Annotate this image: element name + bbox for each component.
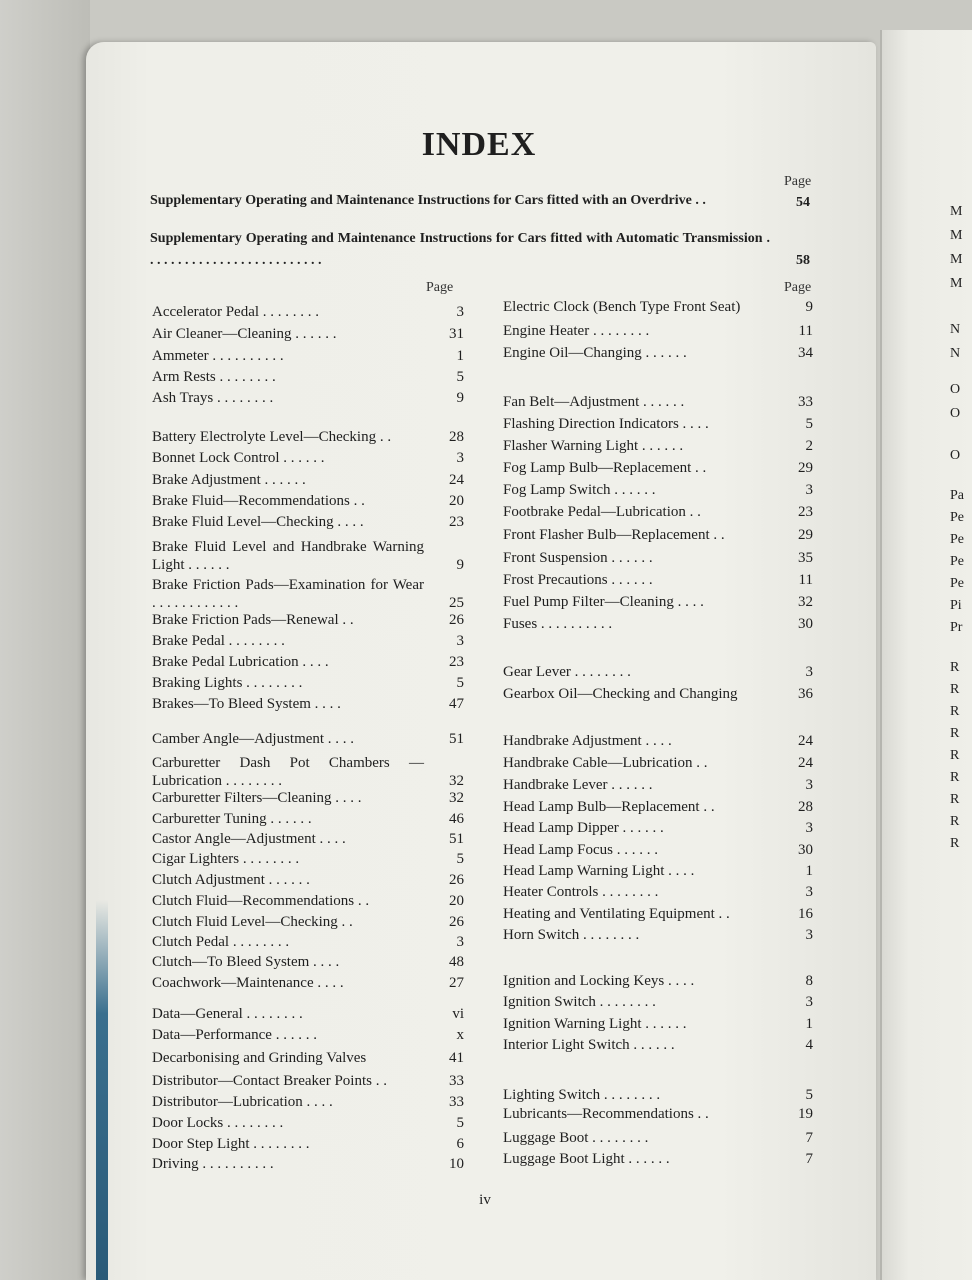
index-entry bbox=[503, 345, 813, 362]
index-entry-page: 33 bbox=[798, 394, 813, 410]
facing-page-fragment: R bbox=[950, 704, 960, 719]
index-entry bbox=[503, 1130, 813, 1147]
facing-page-fragment: R bbox=[950, 682, 960, 697]
supplementary-page: 58 bbox=[796, 253, 810, 268]
index-entry bbox=[503, 323, 813, 340]
index-entry bbox=[152, 752, 464, 790]
index-entry-page: 5 bbox=[456, 1115, 464, 1131]
facing-page-fragment: M bbox=[950, 252, 963, 267]
supplementary-label: Supplementary Operating and Maintenance Instructions for Cars fitted with an Overdrive . . bbox=[150, 193, 706, 208]
index-entry bbox=[503, 550, 813, 567]
index-entry-page: 9 bbox=[456, 557, 464, 573]
facing-page-fragment: M bbox=[950, 228, 963, 243]
index-entry-page: 9 bbox=[805, 299, 813, 315]
index-entry-label: Battery Electrolyte Level—Checking . . bbox=[152, 429, 392, 445]
index-entry-page: 24 bbox=[449, 472, 464, 488]
index-entry-label: Flashing Direction Indicators . . . . bbox=[503, 416, 709, 432]
index-entry-label: Data—General . . . . . . . . bbox=[152, 1006, 303, 1022]
index-entry-label: Frost Precautions . . . . . . bbox=[503, 572, 653, 588]
index-entry bbox=[152, 851, 464, 868]
index-entry-page: 35 bbox=[798, 550, 813, 566]
page-column-header: Page bbox=[784, 174, 812, 189]
index-entry bbox=[503, 927, 813, 944]
index-entry bbox=[503, 973, 813, 990]
index-entry-page: 34 bbox=[798, 345, 813, 361]
index-entry bbox=[152, 675, 464, 692]
index-entry-page: 5 bbox=[805, 1087, 813, 1103]
facing-page-fragment: O bbox=[950, 382, 961, 397]
index-entry bbox=[152, 304, 464, 321]
facing-page-fragment: N bbox=[950, 346, 961, 361]
index-entry-page: 16 bbox=[798, 906, 813, 922]
index-entry bbox=[503, 1087, 813, 1104]
index-entry-label: Brake Fluid Level—Checking . . . . bbox=[152, 514, 364, 530]
index-entry bbox=[503, 884, 813, 901]
index-entry-page: 51 bbox=[449, 831, 464, 847]
index-entry-page: 7 bbox=[805, 1151, 813, 1167]
index-entry bbox=[152, 326, 464, 343]
background bbox=[0, 0, 90, 1280]
index-entry-label: Handbrake Adjustment . . . . bbox=[503, 733, 672, 749]
index-entry bbox=[152, 1027, 464, 1044]
index-entry-label: Gear Lever . . . . . . . . bbox=[503, 664, 631, 680]
index-entry-page: 27 bbox=[449, 975, 464, 991]
facing-page-fragment: R bbox=[950, 792, 960, 807]
index-entry bbox=[503, 594, 813, 611]
index-entry bbox=[503, 527, 813, 544]
page-column-header: Page bbox=[426, 280, 454, 295]
index-entry bbox=[152, 872, 464, 889]
index-entry-label: Electric Clock (Bench Type Front Seat) bbox=[503, 299, 741, 315]
index-entry-page: 47 bbox=[449, 696, 464, 712]
index-entry-page: 3 bbox=[805, 482, 813, 498]
index-entry-label: Footbrake Pedal—Lubrication . . bbox=[503, 504, 701, 520]
index-entry-page: 32 bbox=[449, 773, 464, 789]
index-entry-label: Brake Fluid—Recommendations . . bbox=[152, 493, 365, 509]
index-entry-label: Ignition Switch . . . . . . . . bbox=[503, 994, 656, 1010]
index-entry-label: Lubricants—Recommendations . . bbox=[503, 1106, 709, 1122]
facing-page-fragment: R bbox=[950, 770, 960, 785]
index-entry-page: 3 bbox=[805, 884, 813, 900]
index-entry-label: Brake Pedal . . . . . . . . bbox=[152, 633, 285, 649]
index-entry-label: Brake Adjustment . . . . . . bbox=[152, 472, 306, 488]
facing-page-fragment: R bbox=[950, 660, 960, 675]
index-entry bbox=[503, 664, 813, 681]
index-entry-label: Carburetter Tuning . . . . . . bbox=[152, 811, 312, 827]
index-entry-page: 4 bbox=[805, 1037, 813, 1053]
index-entry bbox=[152, 612, 464, 629]
facing-page-fragment: R bbox=[950, 748, 960, 763]
index-entry bbox=[503, 820, 813, 837]
index-entry-label: Luggage Boot Light . . . . . . bbox=[503, 1151, 670, 1167]
index-entry-label: Clutch Fluid Level—Checking . . bbox=[152, 914, 353, 930]
index-entry bbox=[503, 1016, 813, 1033]
index-entry bbox=[152, 1094, 464, 1111]
index-entry-label: Driving . . . . . . . . . . bbox=[152, 1156, 274, 1172]
supplementary-page: 54 bbox=[796, 195, 810, 210]
page-title: INDEX bbox=[421, 126, 537, 163]
index-entry-label: Data—Performance . . . . . . bbox=[152, 1027, 317, 1043]
index-entry-label: Ignition Warning Light . . . . . . bbox=[503, 1016, 687, 1032]
index-entry bbox=[503, 906, 813, 923]
index-entry-page: 3 bbox=[456, 450, 464, 466]
facing-page-fragment: N bbox=[950, 322, 961, 337]
index-entry bbox=[503, 416, 813, 433]
index-entry bbox=[503, 299, 813, 316]
index-entry-page: 30 bbox=[798, 842, 813, 858]
index-entry-page: 23 bbox=[449, 654, 464, 670]
index-entry bbox=[152, 1050, 464, 1067]
index-entry-label: Interior Light Switch . . . . . . bbox=[503, 1037, 675, 1053]
index-entry-page: 1 bbox=[805, 1016, 813, 1032]
index-entry-label: Head Lamp Bulb—Replacement . . bbox=[503, 799, 715, 815]
index-entry-label: Engine Heater . . . . . . . . bbox=[503, 323, 650, 339]
index-entry bbox=[152, 472, 464, 489]
index-entry bbox=[152, 811, 464, 828]
index-entry bbox=[503, 616, 813, 633]
index-entry-label: Fog Lamp Bulb—Replacement . . bbox=[503, 460, 707, 476]
index-entry-page: 3 bbox=[456, 934, 464, 950]
index-entry-label: Brake Friction Pads—Examination for Wear . . . . . . . . . . . . bbox=[152, 577, 424, 611]
index-entry-label: Arm Rests . . . . . . . . bbox=[152, 369, 276, 385]
index-entry-label: Engine Oil—Changing . . . . . . bbox=[503, 345, 687, 361]
index-entry-label: Camber Angle—Adjustment . . . . bbox=[152, 731, 355, 747]
index-entry-page: 32 bbox=[449, 790, 464, 806]
index-entry-page: 33 bbox=[449, 1094, 464, 1110]
index-entry-page: 24 bbox=[798, 733, 813, 749]
supplementary-entry bbox=[150, 228, 810, 272]
index-entry-label: Lighting Switch . . . . . . . . bbox=[503, 1087, 661, 1103]
index-entry-page: 24 bbox=[798, 755, 813, 771]
index-entry-page: 5 bbox=[805, 416, 813, 432]
index-entry bbox=[152, 731, 464, 748]
index-entry-label: Decarbonising and Grinding Valves bbox=[152, 1050, 367, 1066]
index-entry bbox=[503, 686, 813, 703]
facing-page-fragment: Pe bbox=[950, 532, 964, 547]
index-entry-label: Distributor—Contact Breaker Points . . bbox=[152, 1073, 387, 1089]
index-entry bbox=[503, 863, 813, 880]
facing-page-fragment: Pr bbox=[950, 620, 963, 635]
index-entry-page: 33 bbox=[449, 1073, 464, 1089]
index-entry-label: Head Lamp Dipper . . . . . . bbox=[503, 820, 664, 836]
index-entry bbox=[503, 755, 813, 772]
index-entry-page: 41 bbox=[449, 1050, 464, 1066]
index-entry-page: 11 bbox=[798, 572, 813, 588]
index-entry bbox=[152, 654, 464, 671]
index-entry-page: 3 bbox=[805, 927, 813, 943]
index-entry-label: Heater Controls . . . . . . . . bbox=[503, 884, 659, 900]
index-entry bbox=[152, 493, 464, 510]
index-entry bbox=[152, 893, 464, 910]
index-entry bbox=[152, 790, 464, 807]
index-entry-page: 3 bbox=[805, 777, 813, 793]
index-entry bbox=[152, 369, 464, 386]
facing-page-fragment: Pa bbox=[950, 488, 964, 503]
index-entry-label: Door Locks . . . . . . . . bbox=[152, 1115, 284, 1131]
index-entry-label: Fog Lamp Switch . . . . . . bbox=[503, 482, 656, 498]
index-entry-page: 3 bbox=[805, 820, 813, 836]
index-entry-label: Ignition and Locking Keys . . . . bbox=[503, 973, 695, 989]
index-entry-label: Handbrake Lever . . . . . . bbox=[503, 777, 653, 793]
index-entry-page: 26 bbox=[449, 612, 464, 628]
index-entry-label: Head Lamp Warning Light . . . . bbox=[503, 863, 695, 879]
index-entry bbox=[503, 482, 813, 499]
facing-page-fragment: Pe bbox=[950, 554, 964, 569]
index-entry-page: 5 bbox=[456, 369, 464, 385]
index-entry bbox=[503, 572, 813, 589]
facing-page-fragment: R bbox=[950, 814, 960, 829]
index-entry-label: Brake Pedal Lubrication . . . . bbox=[152, 654, 329, 670]
index-entry bbox=[152, 633, 464, 650]
index-entry-page: 36 bbox=[798, 686, 813, 702]
index-entry-label: Heating and Ventilating Equipment . . bbox=[503, 906, 730, 922]
index-entry-page: 5 bbox=[456, 675, 464, 691]
index-entry bbox=[503, 1151, 813, 1168]
index-entry-page: 8 bbox=[805, 973, 813, 989]
index-entry-page: 9 bbox=[456, 390, 464, 406]
index-entry-label: Fuel Pump Filter—Cleaning . . . . bbox=[503, 594, 704, 610]
index-entry-page: 20 bbox=[449, 893, 464, 909]
index-entry-label: Luggage Boot . . . . . . . . bbox=[503, 1130, 649, 1146]
index-entry bbox=[503, 994, 813, 1011]
index-entry-label: Brake Fluid Level and Handbrake Warning Light . . . . . . bbox=[152, 539, 424, 573]
page-number: iv bbox=[479, 1192, 491, 1208]
index-entry-page: 46 bbox=[449, 811, 464, 827]
supplementary-label: Supplementary Operating and Maintenance Instructions for Cars fitted with Automatic Transmission . . . . . . . . . . . . . . . . . . . . . . . . . . bbox=[150, 231, 770, 268]
index-entry-label: Coachwork—Maintenance . . . . bbox=[152, 975, 344, 991]
index-entry-page: 3 bbox=[805, 664, 813, 680]
index-entry bbox=[152, 934, 464, 951]
index-entry-page: 29 bbox=[798, 527, 813, 543]
index-entry-label: Carburetter Dash Pot Chambers — Lubrication . . . . . . . . bbox=[152, 755, 424, 789]
index-entry-label: Bonnet Lock Control . . . . . . bbox=[152, 450, 325, 466]
index-entry-label: Distributor—Lubrication . . . . bbox=[152, 1094, 333, 1110]
index-entry bbox=[152, 390, 464, 407]
index-entry bbox=[152, 975, 464, 992]
index-entry-label: Castor Angle—Adjustment . . . . bbox=[152, 831, 346, 847]
index-entry-page: 20 bbox=[449, 493, 464, 509]
index-entry-label: Clutch—To Bleed System . . . . bbox=[152, 954, 340, 970]
index-entry-page: 1 bbox=[456, 348, 464, 364]
index-entry-page: 11 bbox=[798, 323, 813, 339]
supplementary-entry bbox=[150, 190, 810, 212]
facing-page-fragment: Pe bbox=[950, 510, 964, 525]
index-entry-page: 7 bbox=[805, 1130, 813, 1146]
index-entry-label: Cigar Lighters . . . . . . . . bbox=[152, 851, 300, 867]
index-entry-page: 3 bbox=[805, 994, 813, 1010]
index-entry-page: 48 bbox=[449, 954, 464, 970]
facing-page-fragment: Pe bbox=[950, 576, 964, 591]
index-entry-page: 31 bbox=[449, 326, 464, 342]
index-entry-page: 1 bbox=[805, 863, 813, 879]
index-entry bbox=[152, 450, 464, 467]
index-entry-page: 23 bbox=[449, 514, 464, 530]
index-entry-label: Ash Trays . . . . . . . . bbox=[152, 390, 274, 406]
index-entry bbox=[152, 954, 464, 971]
facing-page-fragment: M bbox=[950, 204, 963, 219]
index-entry-label: Door Step Light . . . . . . . . bbox=[152, 1136, 310, 1152]
index-entry-label: Handbrake Cable—Lubrication . . bbox=[503, 755, 708, 771]
index-entry bbox=[152, 514, 464, 531]
index-entry-label: Accelerator Pedal . . . . . . . . bbox=[152, 304, 320, 320]
index-entry bbox=[152, 831, 464, 848]
index-entry-page: 32 bbox=[798, 594, 813, 610]
index-entry bbox=[503, 1106, 813, 1123]
index-entry-page: 30 bbox=[798, 616, 813, 632]
index-entry bbox=[152, 574, 464, 612]
index-entry bbox=[503, 777, 813, 794]
index-entry-page: x bbox=[456, 1027, 464, 1043]
index-entry-label: Braking Lights . . . . . . . . bbox=[152, 675, 303, 691]
facing-page-fragment: M bbox=[950, 276, 963, 291]
index-entry-page: 26 bbox=[449, 914, 464, 930]
page-column-header: Page bbox=[784, 280, 812, 295]
index-entry-label: Carburetter Filters—Cleaning . . . . bbox=[152, 790, 362, 806]
index-entry bbox=[503, 438, 813, 455]
index-entry-page: 3 bbox=[456, 304, 464, 320]
index-entry-page: 3 bbox=[456, 633, 464, 649]
index-entry bbox=[152, 1115, 464, 1132]
index-entry bbox=[152, 1156, 464, 1173]
facing-page-fragment: O bbox=[950, 448, 961, 463]
index-entry bbox=[152, 348, 464, 365]
index-entry bbox=[503, 733, 813, 750]
index-entry bbox=[152, 696, 464, 713]
index-entry-label: Horn Switch . . . . . . . . bbox=[503, 927, 640, 943]
index-entry bbox=[503, 1037, 813, 1054]
index-entry-label: Ammeter . . . . . . . . . . bbox=[152, 348, 284, 364]
index-entry-label: Fuses . . . . . . . . . . bbox=[503, 616, 613, 632]
cover-edge bbox=[96, 900, 108, 1280]
index-entry-page: 26 bbox=[449, 872, 464, 888]
index-entry bbox=[152, 429, 464, 446]
index-entry bbox=[152, 1073, 464, 1090]
index-entry bbox=[152, 1136, 464, 1153]
index-entry-page: 5 bbox=[456, 851, 464, 867]
index-entry-label: Brake Friction Pads—Renewal . . bbox=[152, 612, 354, 628]
index-entry-page: 28 bbox=[449, 429, 464, 445]
index-entry bbox=[152, 536, 464, 574]
index-entry-label: Gearbox Oil—Checking and Changing bbox=[503, 686, 738, 702]
index-entry bbox=[503, 394, 813, 411]
index-entry-label: Front Suspension . . . . . . bbox=[503, 550, 653, 566]
index-entry-page: vi bbox=[452, 1006, 464, 1022]
index-entry-label: Brakes—To Bleed System . . . . bbox=[152, 696, 341, 712]
index-entry-label: Front Flasher Bulb—Replacement . . bbox=[503, 527, 725, 543]
facing-page-fragment: R bbox=[950, 726, 960, 741]
index-entry-page: 19 bbox=[798, 1106, 813, 1122]
index-entry-label: Clutch Adjustment . . . . . . bbox=[152, 872, 310, 888]
index-entry bbox=[152, 1006, 464, 1023]
index-entry-page: 29 bbox=[798, 460, 813, 476]
index-entry bbox=[503, 799, 813, 816]
index-entry-label: Clutch Pedal . . . . . . . . bbox=[152, 934, 290, 950]
index-entry-page: 51 bbox=[449, 731, 464, 747]
index-entry bbox=[152, 914, 464, 931]
facing-page bbox=[880, 30, 972, 1280]
index-entry bbox=[503, 842, 813, 859]
index-entry-label: Flasher Warning Light . . . . . . bbox=[503, 438, 684, 454]
index-entry-label: Head Lamp Focus . . . . . . bbox=[503, 842, 658, 858]
index-entry-page: 2 bbox=[805, 438, 813, 454]
index-entry-label: Air Cleaner—Cleaning . . . . . . bbox=[152, 326, 337, 342]
index-entry-page: 10 bbox=[449, 1156, 464, 1172]
facing-page-fragment: O bbox=[950, 406, 961, 421]
index-entry-page: 28 bbox=[798, 799, 813, 815]
index-entry-label: Clutch Fluid—Recommendations . . bbox=[152, 893, 370, 909]
index-entry-page: 6 bbox=[456, 1136, 464, 1152]
index-entry-page: 23 bbox=[798, 504, 813, 520]
facing-page-fragment: R bbox=[950, 836, 960, 851]
index-entry-label: Fan Belt—Adjustment . . . . . . bbox=[503, 394, 685, 410]
index-entry bbox=[503, 460, 813, 477]
index-entry-page: 25 bbox=[449, 595, 464, 611]
index-entry bbox=[503, 504, 813, 521]
facing-page-fragment: Pi bbox=[950, 598, 962, 613]
